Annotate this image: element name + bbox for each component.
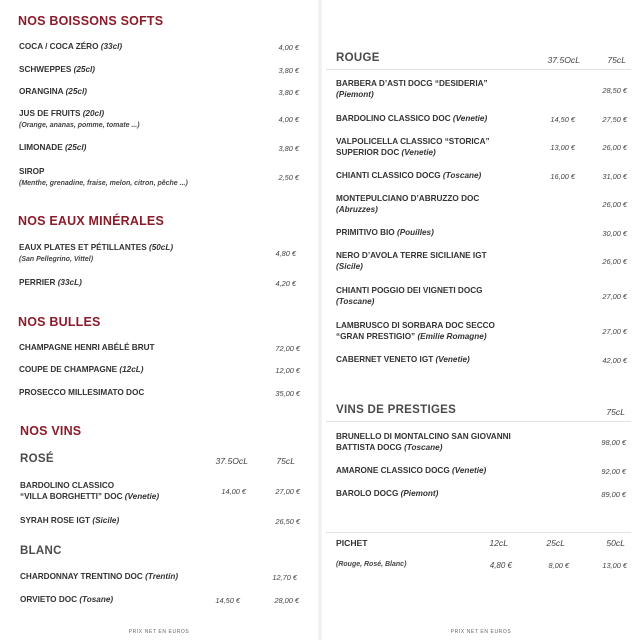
col-head-75-rose: 75cL: [276, 456, 295, 466]
section-title-eaux: NOS EAUX MINÉRALES: [18, 214, 164, 228]
price-chianti-classico-375: 16,00 €: [550, 172, 575, 181]
menu-item-bardolino-rose: BARDOLINO CLASSICO “VILLA BORGHETTI” DOC (Venetie): [20, 481, 160, 501]
price-sirop: 2,50 €: [278, 173, 299, 182]
menu-item-chardonnay: CHARDONNAY TRENTINO DOC (Trentin): [20, 572, 179, 581]
price-bardolino-rouge-375: 14,50 €: [550, 115, 575, 124]
menu-item-lambrusco: LAMBRUSCO DI SORBARA DOC SECCO “GRAN PRESTIGIO” (Emilie Romagne): [336, 321, 495, 341]
col-head-375-rose: 37.5OcL: [215, 456, 248, 466]
divider-rouge: [326, 69, 631, 70]
menu-item-eaux-plates: EAUX PLATES ET PÉTILLANTES (50cL): [19, 243, 174, 252]
divider-pichet: [326, 532, 631, 533]
price-brunello-75: 98,00 €: [601, 438, 626, 447]
price-syrah-rose-75: 26,50 €: [275, 517, 300, 526]
menu-item-sirop-sub: (Menthe, grenadine, fraise, melon, citron, pêche ...): [19, 180, 188, 187]
menu-item-jus-de-fruits: JUS DE FRUITS (20cl): [19, 109, 105, 118]
section-title-softs: NOS BOISSONS SOFTS: [18, 14, 164, 28]
price-jus-de-fruits: 4,00 €: [278, 115, 299, 124]
subsection-rose: ROSÉ: [20, 453, 54, 465]
menu-item-primitivo: PRIMITIVO BIO (Pouilles): [336, 228, 434, 237]
menu-item-amarone: AMARONE CLASSICO DOCG (Venetie): [336, 466, 487, 475]
col-head-12cl: 12cL: [489, 538, 508, 548]
menu-item-limonade: LIMONADE (25cl): [19, 143, 87, 152]
menu-item-barolo: BAROLO DOCG (Piemont): [336, 489, 439, 498]
price-perrier: 4,20 €: [275, 279, 296, 288]
price-orangina: 3,80 €: [278, 88, 299, 97]
menu-item-syrah-rose: SYRAH ROSE IGT (Sicile): [20, 516, 120, 525]
footer-prix-net-right: PRIX NET EN EUROS: [450, 629, 512, 635]
price-bardolino-rouge-75: 27,50 €: [602, 115, 627, 124]
menu-item-bardolino-rouge: BARDOLINO CLASSICO DOC (Venetie): [336, 114, 488, 123]
price-primitivo-75: 30,00 €: [602, 229, 627, 238]
menu-item-montepulciano: MONTEPULCIANO D’ABRUZZO DOC (Abruzzes): [336, 194, 480, 214]
menu-item-chianti-poggio: CHIANTI POGGIO DEI VIGNETI DOCG (Toscane): [336, 286, 483, 306]
price-bardolino-rose-75: 27,00 €: [275, 487, 300, 496]
menu-item-prosecco: PROSECCO MILLESIMATO DOC: [19, 388, 145, 397]
col-head-50cl: 50cL: [606, 538, 625, 548]
menu-item-pichet: PICHET: [336, 538, 368, 548]
menu-item-orvieto: ORVIETO DOC (Tosane): [20, 595, 114, 604]
col-head-25cl: 25cL: [546, 538, 565, 548]
footer-prix-net: PRIX NET EN EUROS: [128, 629, 190, 635]
col-head-75-rouge: 75cL: [607, 55, 626, 65]
menu-item-champagne: CHAMPAGNE HENRI ABÉLÉ BRUT: [19, 343, 155, 352]
price-bardolino-rose-375: 14,00 €: [221, 487, 246, 496]
col-head-375-rouge: 37.5OcL: [547, 55, 580, 65]
price-valpolicella-375: 13,00 €: [550, 143, 575, 152]
price-lambrusco-75: 27,00 €: [602, 327, 627, 336]
menu-item-jus-de-fruits-sub: (Orange, ananas, pomme, tomate ...): [19, 122, 140, 129]
menu-item-sirop: SIROP: [19, 167, 45, 176]
price-nero-davola-75: 26,00 €: [602, 257, 627, 266]
menu-item-perrier: PERRIER (33cL): [19, 278, 82, 287]
menu-item-schweppes: SCHWEPPES (25cl): [19, 65, 95, 74]
subsection-rouge: ROUGE: [336, 52, 380, 64]
price-chianti-classico-75: 31,00 €: [602, 172, 627, 181]
price-coupe-champagne: 12,00 €: [275, 366, 300, 375]
menu-page-left: [0, 0, 318, 640]
menu-item-cabernet: CABERNET VENETO IGT (Venetie): [336, 355, 470, 364]
menu-item-eaux-plates-sub: (San Pellegrino, Vittel): [19, 256, 94, 263]
price-eaux-plates: 4,80 €: [275, 249, 296, 258]
menu-item-orangina: ORANGINA (25cl): [19, 87, 87, 96]
subsection-blanc: BLANC: [20, 545, 62, 557]
price-schweppes: 3,80 €: [278, 66, 299, 75]
price-valpolicella-75: 26,00 €: [602, 143, 627, 152]
price-pichet-25cl: 8,00 €: [548, 561, 569, 570]
price-prosecco: 35,00 €: [275, 389, 300, 398]
menu-item-coca: COCA / COCA ZÉRO (33cl): [19, 42, 123, 51]
menu-item-brunello: BRUNELLO DI MONTALCINO SAN GIOVANNI BATTISTA DOCG (Toscane): [336, 432, 511, 452]
price-pichet-12cl: 4,80 €: [489, 561, 512, 570]
menu-item-chianti-classico: CHIANTI CLASSICO DOCG (Toscane): [336, 171, 482, 180]
divider-prestige: [326, 421, 631, 422]
price-pichet-50cl: 13,00 €: [602, 561, 627, 570]
menu-page-right: [322, 0, 640, 640]
price-barbera-75: 28,50 €: [602, 86, 627, 95]
col-head-75-prestige: 75cL: [606, 407, 625, 417]
section-title-vins: NOS VINS: [20, 424, 82, 438]
price-orvieto-75: 28,00 €: [274, 596, 299, 605]
menu-item-valpolicella: VALPOLICELLA CLASSICO “STORICA” SUPERIOR DOC (Venetie): [336, 137, 490, 157]
menu-item-nero-davola: NERO D’AVOLA TERRE SICILIANE IGT (Sicile): [336, 251, 487, 271]
subsection-prestige: VINS DE PRESTIGES: [336, 404, 457, 416]
menu-item-barbera: BARBERA D’ASTI DOCG “DESIDERIA” (Piemont): [336, 79, 488, 99]
price-orvieto-375: 14,50 €: [215, 596, 240, 605]
menu-item-pichet-sub: (Rouge, Rosé, Blanc): [336, 561, 407, 568]
price-limonade: 3,80 €: [278, 144, 299, 153]
price-chardonnay-75: 12,70 €: [272, 573, 297, 582]
price-coca: 4,00 €: [278, 43, 299, 52]
price-chianti-poggio-75: 27,00 €: [602, 292, 627, 301]
price-montepulciano-75: 26,00 €: [602, 200, 627, 209]
price-amarone-75: 92,00 €: [601, 467, 626, 476]
price-cabernet-75: 42,00 €: [602, 356, 627, 365]
price-champagne: 72,00 €: [275, 344, 300, 353]
price-barolo-75: 89,00 €: [601, 490, 626, 499]
menu-item-coupe-champagne: COUPE DE CHAMPAGNE (12cL): [19, 365, 144, 374]
section-title-bulles: NOS BULLES: [18, 315, 101, 329]
